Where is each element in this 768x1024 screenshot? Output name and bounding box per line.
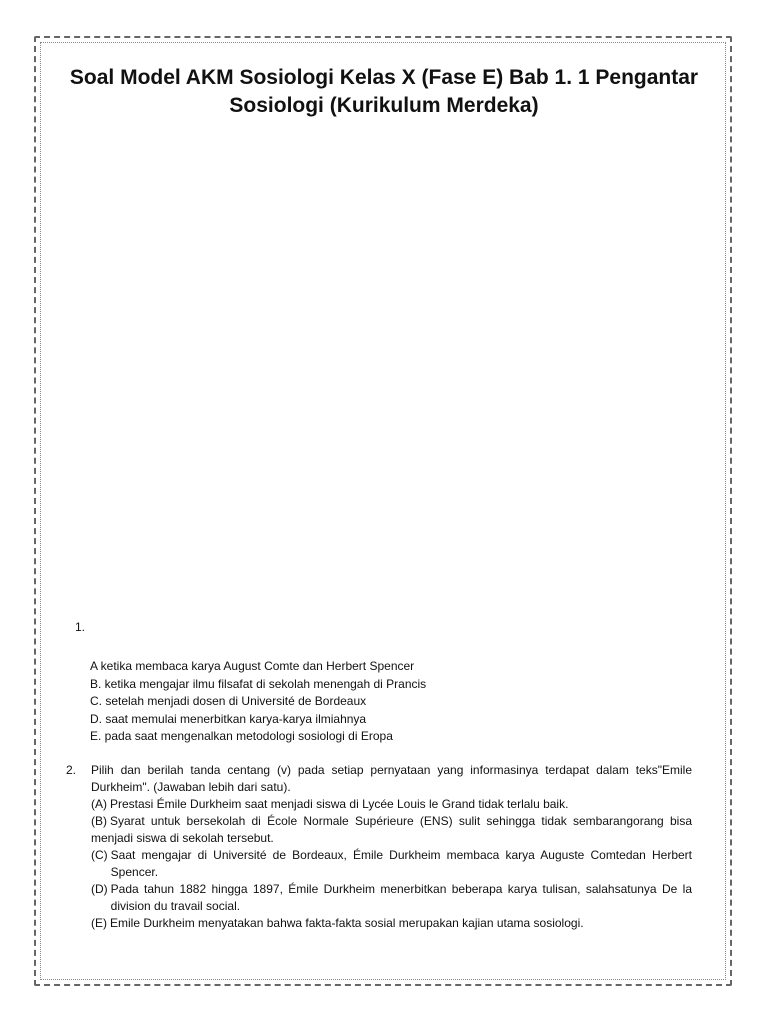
statement-a-label: (A) (91, 797, 107, 811)
question-1-option-c: C. setelah menjadi dosen di Université de Bordeaux (90, 694, 367, 708)
statement-b (91, 813, 692, 847)
question-1-number: 1. (75, 620, 86, 634)
question-1-options (90, 658, 426, 746)
statement-c-text: Saat mengajar di Université de Bordeaux, Émile Durkheim membaca karya Auguste Comtedan Herbert Spencer. (110, 848, 692, 879)
statement-d (91, 881, 692, 915)
question-1-option-b: B. ketika mengajar ilmu filsafat di sekolah menengah di Prancis (90, 676, 427, 691)
statement-e-label: (E) (91, 916, 107, 930)
statement-d-text: Pada tahun 1882 hingga 1897, Émile Durkheim menerbitkan beberapa karya tulisan, salahsatunya De la division du travail social. (110, 882, 692, 913)
statement-e-text: Emile Durkheim menyatakan bahwa fakta-fakta sosial merupakan kajian utama sosiologi. (110, 916, 584, 930)
statement-b-label: (B) (91, 814, 107, 828)
statement-c (91, 847, 692, 881)
statement-a-text: Prestasi Émile Durkheim saat menjadi siswa di Lycée Louis le Grand tidak terlalu baik. (110, 797, 569, 811)
statement-e (91, 915, 692, 932)
statement-b-text: Syarat untuk bersekolah di École Normale Supérieure (ENS) sulit sehingga tidak sembarangorang bisa menjadi siswa di sekolah tersebut. (91, 814, 692, 845)
title-line-1: Soal Model AKM Sosiologi Kelas X (Fase E) Bab 1. 1 Pengantar (69, 66, 699, 89)
question-2-number: 2. (66, 763, 77, 777)
page-title (60, 64, 708, 120)
question-2 (66, 762, 692, 932)
question-1-option-e: E. pada saat mengenalkan metodologi sosiologi di Eropa (90, 729, 393, 743)
title-line-2: Sosiologi (Kurikulum Merdeka) (229, 94, 539, 117)
statement-d-label: (D) (91, 882, 108, 896)
statement-c-label: (C) (91, 848, 108, 862)
statement-a (91, 796, 692, 813)
question-1-option-d: D. saat memulai menerbitkan karya-karya ilmiahnya (90, 711, 367, 726)
question-1-option-a: A ketika membaca karya August Comte dan Herbert Spencer (90, 659, 415, 673)
question-2-prompt: Pilih dan berilah tanda centang (v) pada setiap pernyataan yang informasinya terdapat dalam teks"Emile Durkheim". (Jawaban lebih dari satu). (91, 763, 692, 794)
